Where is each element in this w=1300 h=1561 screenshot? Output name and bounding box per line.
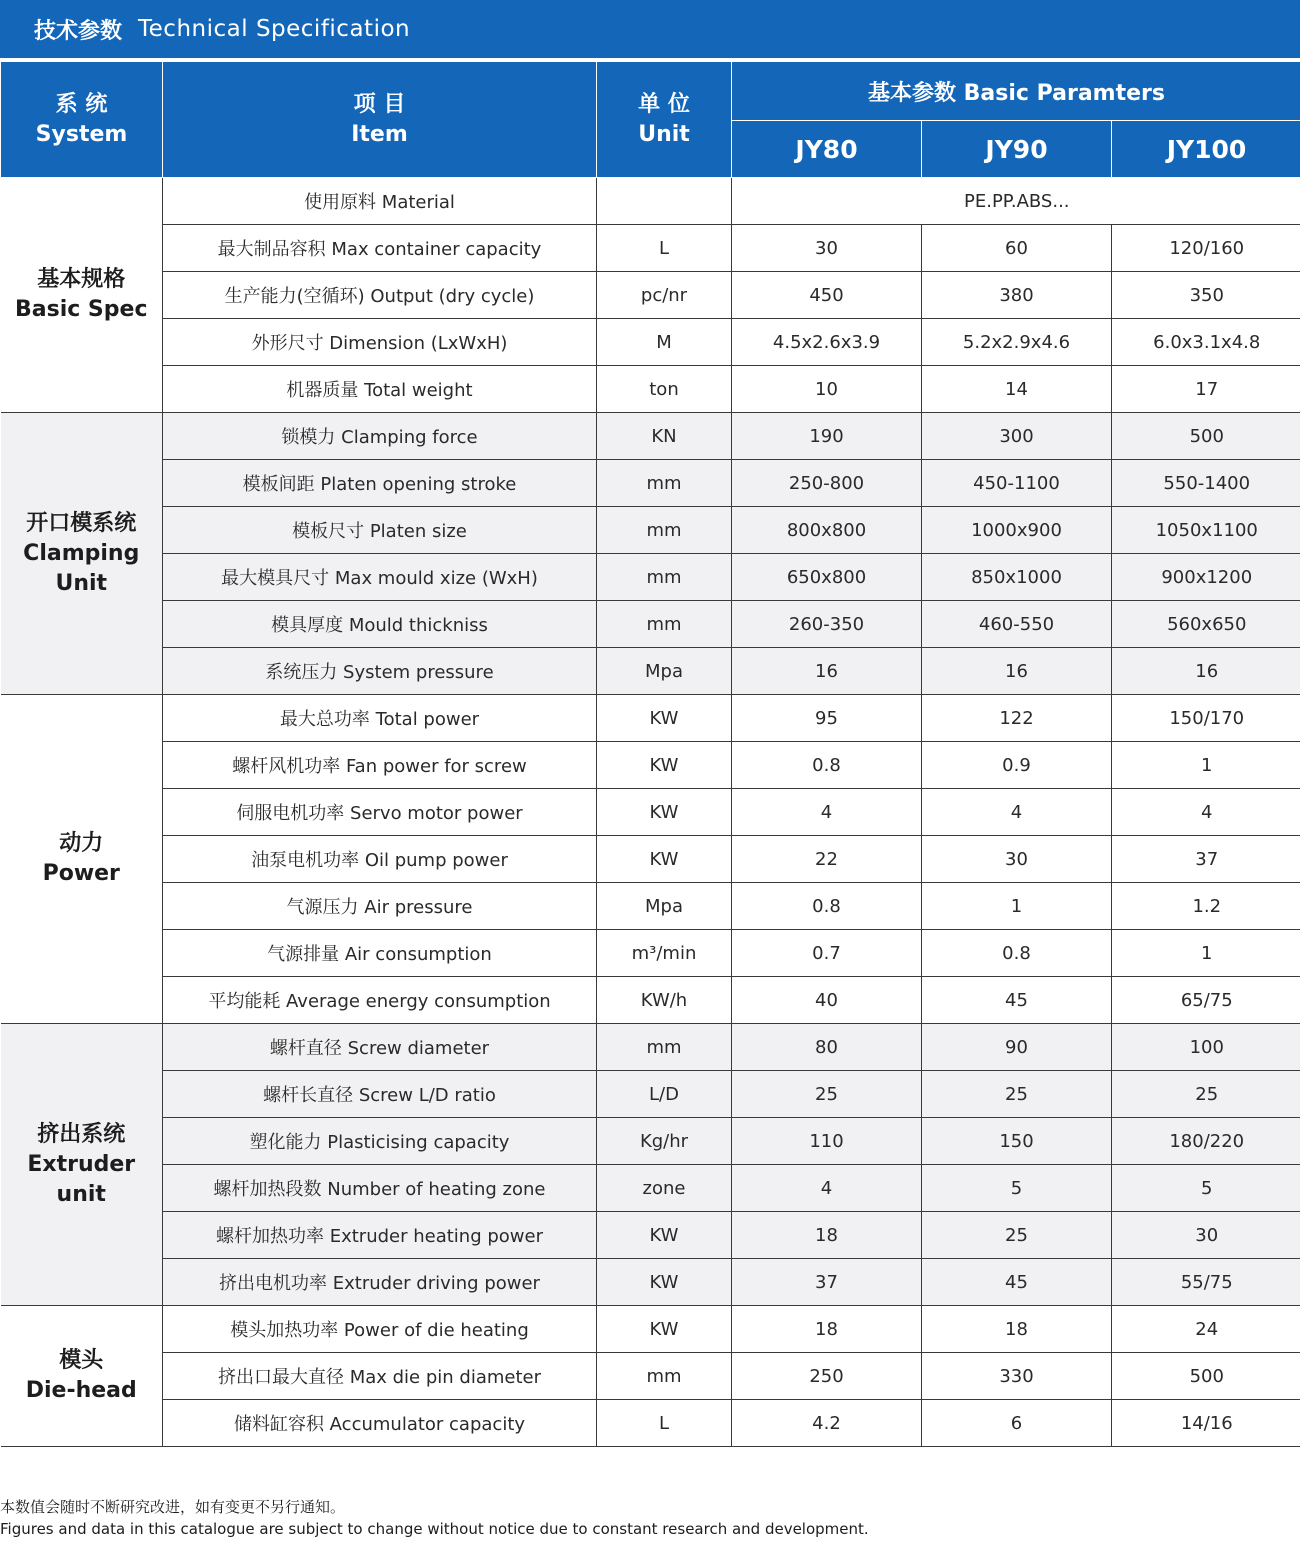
value-cell-jy80: 30 — [732, 225, 922, 272]
value-cell-jy90: 850x1000 — [922, 554, 1112, 601]
value-cell-jy100: 25 — [1112, 1071, 1300, 1118]
table-row — [1, 366, 1300, 413]
unit-cell: mm — [597, 1024, 732, 1071]
value-cell-jy80: 18 — [732, 1306, 922, 1353]
item-cell: 塑化能力 Plasticising capacity — [163, 1118, 597, 1165]
value-cell: PE.PP.ABS... — [732, 178, 1300, 225]
item-cell: 平均能耗 Average energy consumption — [163, 977, 597, 1024]
unit-cell: KW — [597, 1212, 732, 1259]
value-cell-jy90: 1000x900 — [922, 507, 1112, 554]
item-cell: 螺杆加热功率 Extruder heating power — [163, 1212, 597, 1259]
unit-cell — [597, 178, 732, 225]
unit-cell: m³/min — [597, 930, 732, 977]
note-zh: 本数值会随时不断研究改进，如有变更不另行通知。 — [0, 1498, 346, 1516]
value-cell-jy80: 95 — [732, 695, 922, 742]
value-cell-jy100: 1 — [1112, 930, 1300, 977]
value-cell-jy90: 150 — [922, 1118, 1112, 1165]
value-cell-jy80: 4.5x2.6x3.9 — [732, 319, 922, 366]
table-row — [1, 460, 1300, 507]
value-cell-jy90: 30 — [922, 836, 1112, 883]
value-cell-jy90: 330 — [922, 1353, 1112, 1400]
table-row — [1, 1165, 1300, 1212]
value-cell-jy80: 4.2 — [732, 1400, 922, 1447]
unit-cell: KW — [597, 789, 732, 836]
value-cell-jy100: 65/75 — [1112, 977, 1300, 1024]
unit-cell: zone — [597, 1165, 732, 1212]
table-row — [1, 225, 1300, 272]
value-cell-jy80: 16 — [732, 648, 922, 695]
value-cell-jy80: 4 — [732, 1165, 922, 1212]
value-cell-jy90: 122 — [922, 695, 1112, 742]
table-row — [1, 930, 1300, 977]
system-cell: 挤出系统 Extruder unit — [1, 1024, 163, 1306]
item-cell: 伺服电机功率 Servo motor power — [163, 789, 597, 836]
system-cell: 开口模系统 Clamping Unit — [1, 413, 163, 695]
value-cell-jy90: 6 — [922, 1400, 1112, 1447]
item-cell: 最大模具尺寸 Max mould xize (WxH) — [163, 554, 597, 601]
value-cell-jy80: 0.8 — [732, 742, 922, 789]
note-en: Figures and data in this catalogue are subject to change without notice due to constant research and development. — [0, 1520, 869, 1538]
value-cell-jy100: 550-1400 — [1112, 460, 1300, 507]
table-row — [1, 1400, 1300, 1447]
value-cell-jy90: 0.9 — [922, 742, 1112, 789]
value-cell-jy80: 260-350 — [732, 601, 922, 648]
table-row — [1, 1353, 1300, 1400]
table-row — [1, 883, 1300, 930]
item-cell: 储料缸容积 Accumulator capacity — [163, 1400, 597, 1447]
value-cell-jy100: 500 — [1112, 413, 1300, 460]
table-row — [1, 1306, 1300, 1353]
value-cell-jy80: 450 — [732, 272, 922, 319]
item-cell: 螺杆风机功率 Fan power for screw — [163, 742, 597, 789]
unit-cell: ton — [597, 366, 732, 413]
item-cell: 螺杆长直径 Screw L/D ratio — [163, 1071, 597, 1118]
unit-cell: KW/h — [597, 977, 732, 1024]
value-cell-jy100: 350 — [1112, 272, 1300, 319]
value-cell-jy100: 560x650 — [1112, 601, 1300, 648]
unit-cell: M — [597, 319, 732, 366]
value-cell-jy100: 500 — [1112, 1353, 1300, 1400]
table-row — [1, 1259, 1300, 1306]
value-cell-jy100: 30 — [1112, 1212, 1300, 1259]
table-row — [1, 1071, 1300, 1118]
item-cell: 油泵电机功率 Oil pump power — [163, 836, 597, 883]
value-cell-jy90: 380 — [922, 272, 1112, 319]
unit-cell: mm — [597, 507, 732, 554]
value-cell-jy80: 80 — [732, 1024, 922, 1071]
value-cell-jy100: 1.2 — [1112, 883, 1300, 930]
value-cell-jy90: 60 — [922, 225, 1112, 272]
value-cell-jy100: 1 — [1112, 742, 1300, 789]
value-cell-jy100: 900x1200 — [1112, 554, 1300, 601]
system-cell: 模头 Die-head — [1, 1306, 163, 1447]
value-cell-jy100: 17 — [1112, 366, 1300, 413]
table-row — [1, 977, 1300, 1024]
item-cell: 模头加热功率 Power of die heating — [163, 1306, 597, 1353]
table-body — [1, 178, 1300, 1447]
value-cell-jy80: 18 — [732, 1212, 922, 1259]
value-cell-jy100: 1050x1100 — [1112, 507, 1300, 554]
item-cell: 最大制品容积 Max container capacity — [163, 225, 597, 272]
table-row — [1, 601, 1300, 648]
unit-cell: KW — [597, 1306, 732, 1353]
unit-cell: KW — [597, 836, 732, 883]
item-cell: 模板尺寸 Platen size — [163, 507, 597, 554]
item-cell: 挤出口最大直径 Max die pin diameter — [163, 1353, 597, 1400]
value-cell-jy90: 460-550 — [922, 601, 1112, 648]
value-cell-jy90: 1 — [922, 883, 1112, 930]
value-cell-jy80: 650x800 — [732, 554, 922, 601]
value-cell-jy90: 45 — [922, 977, 1112, 1024]
value-cell-jy90: 5.2x2.9x4.6 — [922, 319, 1112, 366]
header-basic-params: 基本参数 Basic Paramters — [732, 62, 1300, 121]
item-cell: 外形尺寸 Dimension (LxWxH) — [163, 319, 597, 366]
item-cell: 锁模力 Clamping force — [163, 413, 597, 460]
value-cell-jy90: 300 — [922, 413, 1112, 460]
value-cell-jy90: 18 — [922, 1306, 1112, 1353]
table-row — [1, 695, 1300, 742]
item-cell: 模具厚度 Mould thickniss — [163, 601, 597, 648]
unit-cell: mm — [597, 1353, 732, 1400]
value-cell-jy80: 40 — [732, 977, 922, 1024]
value-cell-jy100: 180/220 — [1112, 1118, 1300, 1165]
value-cell-jy80: 800x800 — [732, 507, 922, 554]
value-cell-jy100: 120/160 — [1112, 225, 1300, 272]
value-cell-jy100: 14/16 — [1112, 1400, 1300, 1447]
value-cell-jy90: 25 — [922, 1212, 1112, 1259]
value-cell-jy90: 4 — [922, 789, 1112, 836]
unit-cell: KW — [597, 742, 732, 789]
item-cell: 螺杆加热段数 Number of heating zone — [163, 1165, 597, 1212]
item-cell: 模板间距 Platen opening stroke — [163, 460, 597, 507]
value-cell-jy80: 250-800 — [732, 460, 922, 507]
value-cell-jy90: 45 — [922, 1259, 1112, 1306]
footnotes — [0, 1496, 869, 1540]
item-cell: 挤出电机功率 Extruder driving power — [163, 1259, 597, 1306]
table-row — [1, 319, 1300, 366]
table-row — [1, 554, 1300, 601]
value-cell-jy80: 4 — [732, 789, 922, 836]
value-cell-jy90: 0.8 — [922, 930, 1112, 977]
table-row — [1, 1212, 1300, 1259]
header-model-jy80: JY80 — [732, 121, 922, 178]
value-cell-jy90: 90 — [922, 1024, 1112, 1071]
title-en: Technical Specification — [138, 16, 411, 42]
value-cell-jy90: 5 — [922, 1165, 1112, 1212]
item-cell: 螺杆直径 Screw diameter — [163, 1024, 597, 1071]
table-row — [1, 413, 1300, 460]
value-cell-jy80: 37 — [732, 1259, 922, 1306]
table-row — [1, 1118, 1300, 1165]
value-cell-jy100: 24 — [1112, 1306, 1300, 1353]
value-cell-jy80: 250 — [732, 1353, 922, 1400]
unit-cell: KN — [597, 413, 732, 460]
item-cell: 生产能力(空循环) Output (dry cycle) — [163, 272, 597, 319]
value-cell-jy100: 6.0x3.1x4.8 — [1112, 319, 1300, 366]
item-cell: 气源排量 Air consumption — [163, 930, 597, 977]
value-cell-jy90: 14 — [922, 366, 1112, 413]
item-cell: 机器质量 Total weight — [163, 366, 597, 413]
value-cell-jy80: 0.8 — [732, 883, 922, 930]
unit-cell: mm — [597, 601, 732, 648]
title-bar — [0, 0, 1300, 58]
value-cell-jy80: 22 — [732, 836, 922, 883]
unit-cell: pc/nr — [597, 272, 732, 319]
item-cell: 使用原料 Material — [163, 178, 597, 225]
table-row — [1, 507, 1300, 554]
value-cell-jy100: 37 — [1112, 836, 1300, 883]
table-row — [1, 742, 1300, 789]
unit-cell: KW — [597, 1259, 732, 1306]
header-model-jy100: JY100 — [1112, 121, 1300, 178]
spec-table — [0, 61, 1300, 1447]
system-cell: 基本规格 Basic Spec — [1, 178, 163, 413]
item-cell: 最大总功率 Total power — [163, 695, 597, 742]
value-cell-jy100: 16 — [1112, 648, 1300, 695]
value-cell-jy80: 25 — [732, 1071, 922, 1118]
unit-cell: mm — [597, 460, 732, 507]
table-row — [1, 836, 1300, 883]
unit-cell: L/D — [597, 1071, 732, 1118]
title-zh: 技术参数 — [34, 18, 123, 44]
item-cell: 系统压力 System pressure — [163, 648, 597, 695]
value-cell-jy90: 25 — [922, 1071, 1112, 1118]
table-row — [1, 789, 1300, 836]
value-cell-jy80: 10 — [732, 366, 922, 413]
unit-cell: L — [597, 1400, 732, 1447]
value-cell-jy100: 150/170 — [1112, 695, 1300, 742]
table-row — [1, 648, 1300, 695]
unit-cell: KW — [597, 695, 732, 742]
system-cell: 动力 Power — [1, 695, 163, 1024]
header-system: 系 统 System — [1, 62, 163, 178]
table-row — [1, 1024, 1300, 1071]
value-cell-jy80: 190 — [732, 413, 922, 460]
unit-cell: Kg/hr — [597, 1118, 732, 1165]
value-cell-jy100: 4 — [1112, 789, 1300, 836]
value-cell-jy90: 450-1100 — [922, 460, 1112, 507]
value-cell-jy80: 0.7 — [732, 930, 922, 977]
value-cell-jy100: 5 — [1112, 1165, 1300, 1212]
value-cell-jy100: 100 — [1112, 1024, 1300, 1071]
header-unit: 单 位 Unit — [597, 62, 732, 178]
value-cell-jy100: 55/75 — [1112, 1259, 1300, 1306]
value-cell-jy80: 110 — [732, 1118, 922, 1165]
header-model-jy90: JY90 — [922, 121, 1112, 178]
unit-cell: L — [597, 225, 732, 272]
unit-cell: Mpa — [597, 648, 732, 695]
table-row — [1, 178, 1300, 225]
value-cell-jy90: 16 — [922, 648, 1112, 695]
unit-cell: Mpa — [597, 883, 732, 930]
table-row — [1, 272, 1300, 319]
unit-cell: mm — [597, 554, 732, 601]
table-header — [1, 62, 1300, 178]
item-cell: 气源压力 Air pressure — [163, 883, 597, 930]
header-item: 项 目 Item — [163, 62, 597, 178]
